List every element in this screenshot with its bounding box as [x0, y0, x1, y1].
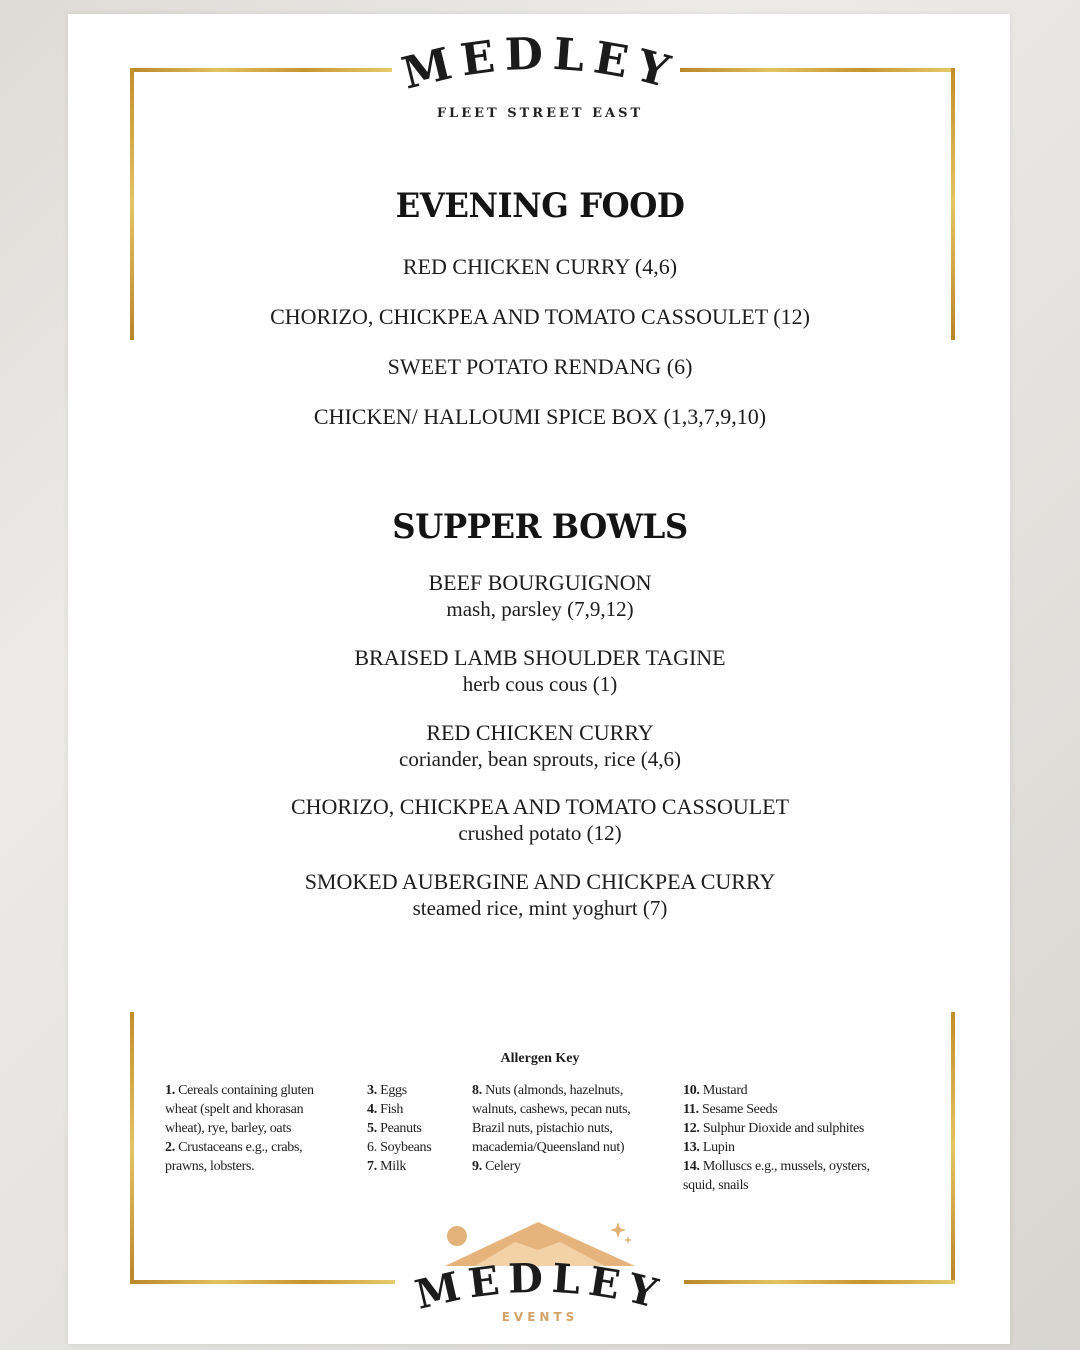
supper-item-desc: mash, parsley (7,9,12) [446, 597, 634, 621]
supper-item [0, 570, 1080, 622]
allergen-line: macademia/Queensland nut) [472, 1140, 625, 1155]
supper-item-name: CHORIZO, CHICKPEA AND TOMATO CASSOULET [290, 794, 790, 819]
allergen-line: squid, snails [683, 1178, 749, 1193]
logo-word: MEDLEY [397, 28, 684, 101]
allergen-line: wheat (spelt and khorasan [165, 1102, 304, 1117]
supper-item [0, 645, 1080, 697]
header-logo [0, 28, 1080, 121]
allergen-line: 4. Fish [367, 1102, 404, 1117]
allergen-line: 6. Soybeans [367, 1140, 432, 1155]
evening-item: RED CHICKEN CURRY (4,6) [402, 254, 678, 279]
supper-item [0, 794, 1080, 846]
supper-item-desc: steamed rice, mint yoghurt (7) [412, 896, 668, 920]
allergen-key-title: Allergen Key [500, 1051, 580, 1066]
allergen-line: Brazil nuts, pistachio nuts, [472, 1121, 613, 1136]
allergen-column-4 [683, 1081, 870, 1195]
supper-item-desc: crushed potato (12) [458, 821, 622, 845]
supper-item-name: SMOKED AUBERGINE AND CHICKPEA CURRY [304, 869, 776, 894]
allergen-line: 2. Crustaceans e.g., crabs, [165, 1140, 303, 1155]
allergen-column-2 [367, 1081, 431, 1176]
evening-item: CHICKEN/ HALLOUMI SPICE BOX (1,3,7,9,10) [313, 404, 767, 429]
supper-item-name: BRAISED LAMB SHOULDER TAGINE [354, 645, 726, 670]
allergen-line: prawns, lobsters. [165, 1159, 255, 1174]
allergen-line: 1. Cereals containing gluten [165, 1083, 314, 1098]
allergen-line: 9. Celery [472, 1159, 521, 1174]
allergen-line: 10. Mustard [683, 1083, 748, 1098]
evening-item: CHORIZO, CHICKPEA AND TOMATO CASSOULET (12) [270, 304, 810, 329]
allergen-line: 13. Lupin [683, 1140, 735, 1155]
footer-logo [0, 1220, 1080, 1324]
allergen-column-3 [472, 1081, 630, 1176]
supper-item [0, 720, 1080, 772]
allergen-column-1 [165, 1081, 314, 1176]
evening-item: SWEET POTATO RENDANG (6) [387, 354, 693, 379]
supper-item-name: RED CHICKEN CURRY [426, 720, 654, 745]
supper-item-desc: herb cous cous (1) [462, 672, 618, 696]
allergen-line: 5. Peanuts [367, 1121, 422, 1136]
evening-title: EVENING FOOD [395, 186, 685, 226]
allergen-line: 3. Eggs [367, 1083, 407, 1098]
logo-location: FLEET STREET EAST [436, 106, 644, 121]
allergen-line: 11. Sesame Seeds [683, 1102, 778, 1117]
allergen-line: walnuts, cashews, pecan nuts, [472, 1102, 631, 1117]
supper-title: SUPPER BOWLS [392, 507, 688, 547]
footer-logo-word: MEDLEY [410, 1254, 670, 1320]
allergen-line: 12. Sulphur Dioxide and sulphites [683, 1121, 865, 1136]
supper-item-name: BEEF BOURGUIGNON [428, 570, 652, 595]
supper-item [0, 869, 1080, 921]
allergen-line: wheat), rye, barley, oats [165, 1121, 292, 1136]
footer-logo-sub: EVENTS [501, 1310, 579, 1324]
allergen-line: 8. Nuts (almonds, hazelnuts, [472, 1083, 624, 1098]
supper-item-desc: coriander, bean sprouts, rice (4,6) [399, 747, 681, 771]
allergen-line: 14. Molluscs e.g., mussels, oysters, [683, 1159, 870, 1174]
allergen-line: 7. Milk [367, 1159, 407, 1174]
